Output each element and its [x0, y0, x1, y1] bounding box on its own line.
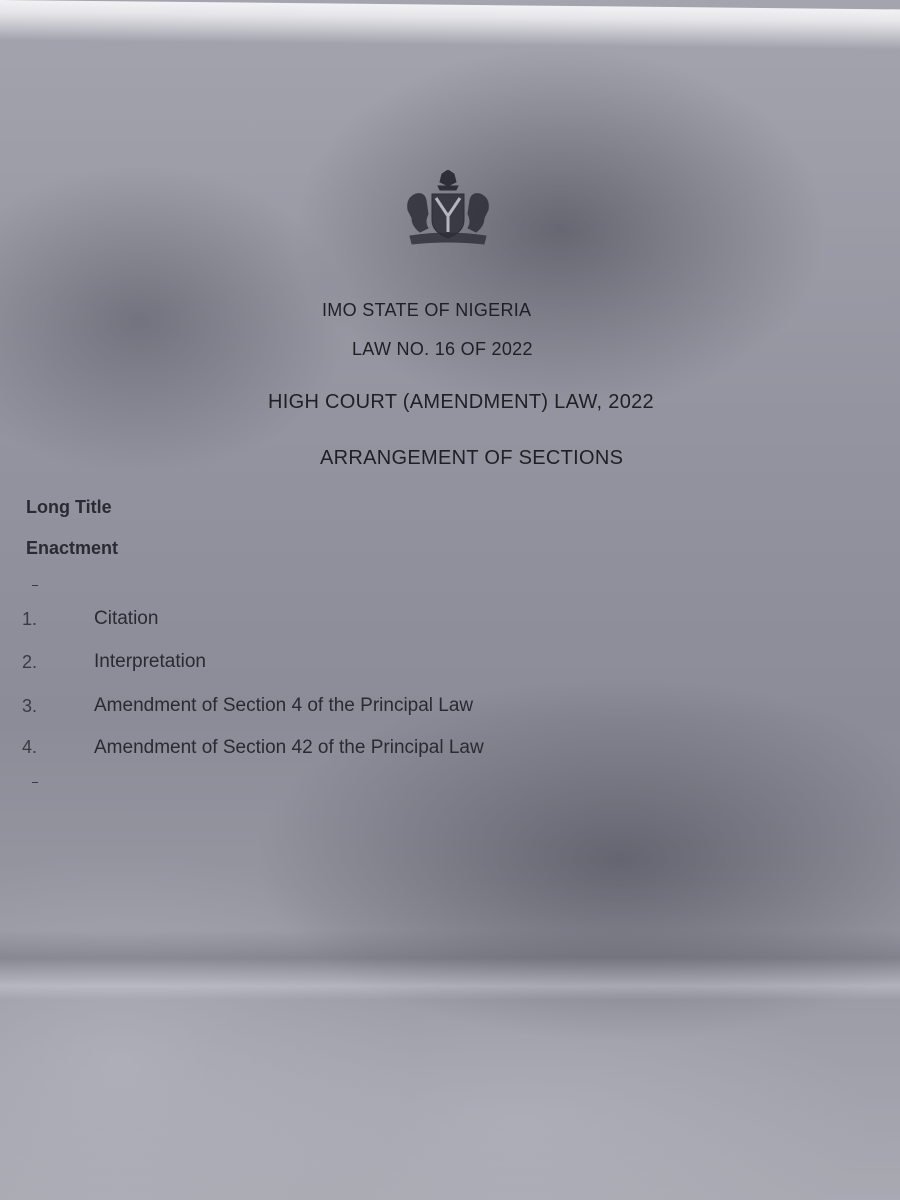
section-number: 2.	[22, 652, 38, 672]
section-title: Amendment of Section 4 of the Principal Law	[94, 695, 474, 716]
long-title-label: Long Title	[26, 497, 112, 517]
section-title: Citation	[94, 608, 159, 629]
paper-fold-shadow	[0, 930, 900, 1000]
section-title: Amendment of Section 42 of the Principal Law	[94, 737, 484, 758]
law-title-heading: HIGH COURT (AMENDMENT) LAW, 2022	[268, 391, 654, 413]
paper-top-edge	[0, 0, 900, 49]
arrangement-heading: ARRANGEMENT OF SECTIONS	[320, 447, 624, 469]
law-number-heading: LAW NO. 16 OF 2022	[352, 339, 533, 359]
state-heading: IMO STATE OF NIGERIA	[322, 300, 532, 320]
section-number: 3.	[22, 696, 38, 716]
section-number: 4.	[22, 737, 38, 757]
enactment-label: Enactment	[26, 538, 119, 558]
divider-dash	[32, 782, 38, 783]
divider-dash	[32, 585, 38, 586]
coat-of-arms-icon	[398, 170, 498, 248]
section-title: Interpretation	[94, 651, 206, 672]
section-number: 1.	[22, 609, 38, 629]
